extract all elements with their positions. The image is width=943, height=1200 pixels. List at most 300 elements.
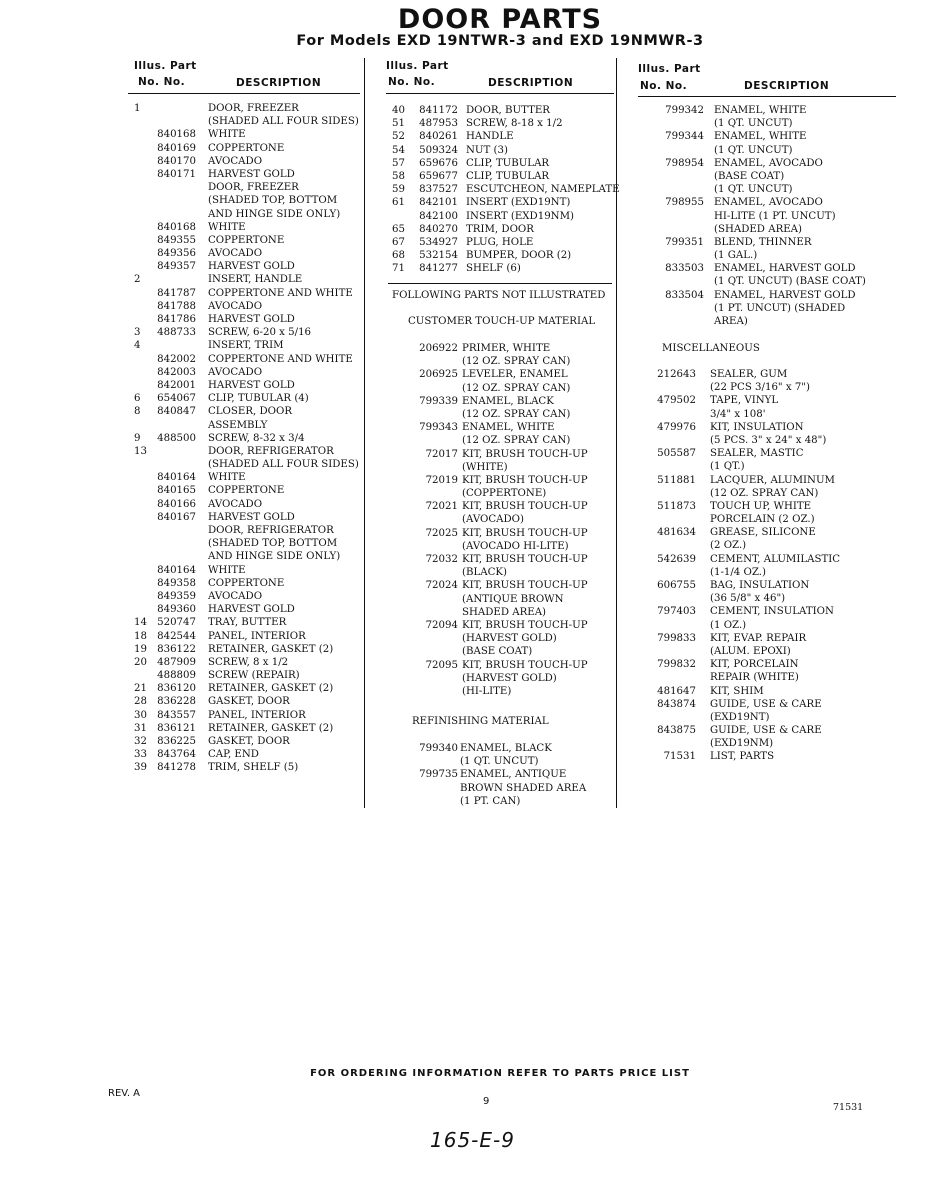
part-number: 843764	[157, 749, 196, 761]
list-item	[128, 260, 364, 273]
list-item	[638, 183, 898, 196]
illus-number: 28	[134, 696, 147, 708]
part-description: CAP, END	[208, 749, 259, 761]
part-description: LACQUER, ALUMINUM	[710, 474, 835, 486]
part-description: (1-1/4 OZ.)	[710, 566, 766, 578]
part-number: 841172	[419, 105, 458, 116]
part-number: 481634	[657, 527, 696, 539]
part-description: CLIP, TUBULAR	[466, 170, 550, 182]
part-number: 843875	[657, 725, 696, 737]
part-description: KIT, BRUSH TOUCH-UP	[462, 527, 588, 539]
list-item	[386, 196, 616, 209]
part-description: (EXD19NM)	[710, 738, 774, 750]
list-item	[386, 170, 616, 183]
header-no-no: No. No.	[388, 76, 436, 88]
part-description: (5 PCS. 3" x 24" x 48")	[710, 434, 827, 446]
part-number: 849360	[157, 604, 196, 616]
list-item	[638, 157, 898, 170]
list-item	[638, 289, 898, 302]
section-touchup	[408, 315, 595, 328]
list-item	[128, 102, 364, 115]
part-description: GASKET, DOOR	[208, 736, 290, 747]
list-item	[386, 593, 616, 606]
part-description: HARVEST GOLD	[208, 261, 295, 273]
part-description: (AVOCADO HI-LITE)	[462, 540, 569, 552]
part-description: SCREW, 8 x 1/2	[208, 656, 289, 668]
list-item	[128, 656, 364, 669]
section-miscellaneous	[662, 342, 760, 355]
part-description: AVOCADO	[208, 300, 263, 312]
part-description: COPPERTONE AND WHITE	[208, 287, 353, 299]
part-description: (EXD19NT)	[710, 711, 770, 723]
list-item	[386, 157, 616, 170]
part-number: 799833	[657, 632, 696, 644]
header-illus-part: Illus. Part	[134, 60, 197, 72]
part-number: 71531	[663, 751, 696, 763]
part-description: SCREW, 8-32 x 3/4	[208, 432, 305, 444]
part-number: 206922	[419, 343, 458, 354]
part-description: (SHADED ALL FOUR SIDES)	[208, 116, 359, 128]
part-number: 798954	[665, 157, 704, 169]
list-item	[386, 183, 620, 196]
part-number: 840164	[157, 472, 196, 484]
part-number: 842003	[157, 366, 196, 378]
part-description: ENAMEL, BLACK	[460, 743, 552, 754]
part-number: 487953	[419, 118, 458, 130]
list-item	[638, 658, 898, 671]
part-description: KIT, EVAP. REPAIR	[710, 632, 807, 644]
part-description: (HI-LITE)	[462, 685, 512, 697]
part-description: SCREW, 6-20 x 5/16	[208, 327, 312, 339]
list-item	[386, 368, 616, 381]
list-item	[638, 632, 898, 645]
part-number: 840261	[419, 131, 458, 143]
part-number: 72032	[425, 554, 458, 565]
part-number: 797403	[657, 606, 696, 618]
list-item	[638, 539, 898, 552]
list-item	[128, 471, 364, 484]
list-item	[386, 236, 616, 249]
part-number: 509324	[419, 144, 458, 156]
illus-number: 59	[392, 184, 405, 196]
part-description: ENAMEL, ANTIQUE	[460, 769, 567, 781]
part-description: KIT, BRUSH TOUCH-UP	[462, 580, 588, 592]
part-number: 836120	[157, 683, 196, 695]
list-item	[638, 526, 898, 539]
part-description: INSERT (EXD19NT)	[466, 197, 571, 209]
part-number: 799340	[419, 743, 458, 754]
misc-list	[638, 368, 898, 764]
part-number: 833503	[665, 263, 704, 275]
list-item	[638, 381, 898, 394]
list-item	[386, 768, 616, 781]
part-description: PANEL, INTERIOR	[208, 630, 306, 642]
section-heading: CUSTOMER TOUCH-UP MATERIAL	[408, 316, 596, 327]
part-number: 799351	[665, 236, 704, 248]
part-description: PANEL, INTERIOR	[208, 709, 306, 721]
list-item	[638, 315, 898, 328]
list-item	[638, 592, 898, 605]
illus-number: 13	[134, 445, 147, 457]
list-item	[128, 590, 364, 603]
part-number: 842001	[157, 379, 196, 391]
list-item	[638, 117, 898, 130]
part-description: BAG, INSULATION	[710, 580, 810, 591]
list-item	[128, 511, 364, 524]
list-item	[128, 287, 364, 300]
part-description: CEMENT, INSULATION	[710, 606, 834, 618]
part-description: PRIMER, WHITE	[462, 343, 551, 354]
part-number: 799832	[657, 659, 696, 671]
part-description: TRIM, DOOR	[466, 223, 534, 235]
part-description: (WHITE)	[462, 461, 508, 473]
part-description: WHITE	[208, 221, 246, 233]
list-item	[128, 142, 364, 155]
part-description: (1 QT.)	[710, 461, 745, 473]
part-number: 532154	[419, 250, 458, 262]
header-rule	[638, 96, 896, 97]
list-item	[386, 448, 616, 461]
section-heading: REFINISHING MATERIAL	[412, 716, 549, 727]
part-description: (BLACK)	[462, 567, 507, 579]
part-number: 840270	[419, 223, 458, 235]
part-number: 841788	[157, 300, 196, 312]
part-description: SCREW (REPAIR)	[208, 670, 300, 682]
part-description: (SHADED ALL FOUR SIDES)	[208, 459, 359, 471]
column-header	[638, 60, 898, 96]
list-item	[638, 170, 898, 183]
part-number: 659677	[419, 170, 458, 182]
list-item	[638, 408, 898, 421]
list-item	[638, 619, 898, 632]
list-item	[638, 394, 898, 407]
header-description: DESCRIPTION	[744, 80, 830, 92]
part-number: 799343	[419, 422, 458, 434]
list-item	[386, 645, 616, 658]
list-item	[386, 685, 616, 698]
list-item	[128, 722, 364, 735]
list-item	[128, 313, 364, 326]
parts-column-3	[638, 60, 898, 763]
illus-number: 21	[134, 683, 147, 695]
part-description: AVOCADO	[208, 590, 263, 602]
list-item	[386, 408, 616, 421]
part-description: AVOCADO	[208, 498, 263, 510]
part-number: 842002	[157, 353, 196, 365]
part-number: 606755	[657, 580, 696, 591]
page-number: 9	[483, 1096, 490, 1107]
part-number: 849359	[157, 590, 196, 602]
part-description: COPPERTONE	[208, 577, 285, 589]
part-description: RETAINER, GASKET (2)	[208, 683, 334, 695]
list-item	[638, 447, 898, 460]
list-item	[386, 487, 616, 500]
list-item	[638, 513, 898, 526]
part-description: (1 OZ.)	[710, 619, 747, 631]
illus-number: 54	[392, 144, 405, 156]
part-description: SEALER, MASTIC	[710, 448, 804, 460]
part-description: (HARVEST GOLD)	[462, 672, 557, 684]
part-description: AND HINGE SIDE ONLY)	[208, 208, 341, 220]
list-item	[386, 500, 616, 513]
part-description: TOUCH UP, WHITE	[710, 500, 812, 512]
part-number: 72021	[425, 501, 458, 513]
illus-number: 32	[134, 736, 147, 747]
column-header	[386, 60, 616, 96]
part-number: 72024	[425, 580, 458, 592]
part-number: 520747	[157, 617, 196, 629]
part-description: HARVEST GOLD	[208, 379, 295, 391]
list-item	[386, 553, 616, 566]
part-number: 72095	[425, 659, 458, 671]
illus-number: 4	[134, 340, 141, 352]
part-description: AVOCADO	[208, 155, 263, 167]
column-divider-1	[364, 58, 365, 808]
illus-number: 65	[392, 223, 405, 235]
header-illus-part: Illus. Part	[386, 60, 449, 72]
part-description: DOOR, REFRIGERATOR	[208, 525, 334, 536]
section-heading: FOLLOWING PARTS NOT ILLUSTRATED	[392, 290, 606, 301]
part-description: BROWN SHADED AREA	[460, 782, 587, 794]
part-description: (1 QT. UNCUT)	[714, 118, 793, 130]
part-number: 843557	[157, 709, 196, 721]
part-description: KIT, BRUSH TOUCH-UP	[462, 474, 588, 486]
part-description: GUIDE, USE & CARE	[710, 725, 822, 737]
list-item	[128, 234, 364, 247]
list-item	[128, 326, 364, 339]
header-no-no: No. No.	[640, 80, 688, 92]
part-description: RETAINER, GASKET (2)	[208, 722, 334, 734]
list-item	[386, 659, 616, 672]
list-item	[128, 709, 364, 722]
part-description: 3/4" x 108'	[710, 408, 766, 420]
part-description: AND HINGE SIDE ONLY)	[208, 551, 341, 563]
part-description: BLEND, THINNER	[714, 236, 812, 248]
part-description: HARVEST GOLD	[208, 604, 295, 616]
list-item	[386, 606, 616, 619]
list-item	[128, 498, 364, 511]
list-item	[128, 353, 364, 366]
illus-number: 2	[134, 274, 141, 286]
part-description: (12 OZ. SPRAY CAN)	[462, 408, 571, 420]
part-description: (12 OZ. SPRAY CAN)	[462, 382, 571, 394]
illus-number: 3	[134, 327, 141, 339]
part-number: 799344	[665, 131, 704, 143]
list-item	[386, 579, 616, 592]
illus-number: 71	[392, 263, 405, 275]
list-item	[638, 566, 898, 579]
list-item	[128, 247, 364, 260]
list-item	[128, 537, 364, 550]
part-description: ESCUTCHEON, NAMEPLATE	[466, 184, 620, 196]
list-item	[128, 682, 364, 695]
part-description: COPPERTONE	[208, 485, 285, 497]
part-number: 479976	[657, 421, 696, 433]
list-item	[638, 368, 898, 381]
part-description: GASKET, DOOR	[208, 696, 290, 708]
part-number: 799735	[419, 769, 458, 781]
part-description: KIT, BRUSH TOUCH-UP	[462, 501, 588, 513]
column-divider-2	[616, 58, 617, 808]
parts-column-2	[386, 60, 620, 807]
part-description: SEALER, GUM	[710, 369, 788, 380]
illus-number: 1	[134, 103, 141, 114]
list-item	[638, 500, 898, 513]
illus-number: 19	[134, 643, 147, 655]
part-description: PORCELAIN (2 OZ.)	[710, 514, 815, 526]
part-description: CLIP, TUBULAR	[466, 157, 550, 169]
list-item	[386, 619, 616, 632]
part-description: WHITE	[208, 129, 246, 141]
list-item	[638, 236, 898, 249]
list-item	[386, 249, 616, 262]
illus-number: 61	[392, 197, 405, 209]
part-description: KIT, SHIM	[710, 685, 764, 697]
part-number: 487909	[157, 656, 196, 668]
part-description: CLIP, TUBULAR (4)	[208, 393, 309, 405]
list-item	[128, 221, 364, 234]
part-description: HARVEST GOLD	[208, 511, 295, 523]
part-description: ENAMEL, WHITE	[714, 105, 807, 116]
part-description: ENAMEL, BLACK	[462, 395, 554, 407]
list-item	[128, 564, 364, 577]
part-number: 72025	[425, 527, 458, 539]
part-description: KIT, BRUSH TOUCH-UP	[462, 554, 588, 565]
list-item	[386, 755, 616, 768]
part-number: 837527	[419, 184, 458, 196]
part-number: 841786	[157, 314, 196, 325]
part-number: 840170	[157, 155, 196, 167]
list-item	[128, 630, 364, 643]
part-number: 849357	[157, 261, 196, 273]
part-description: COPPERTONE	[208, 234, 285, 246]
part-description: (1 QT. UNCUT)	[714, 184, 793, 196]
part-description: HARVEST GOLD	[208, 168, 295, 180]
touchup-list	[386, 342, 616, 698]
part-number: 488809	[157, 670, 196, 682]
part-description: (1 PT. CAN)	[460, 795, 521, 807]
list-item	[386, 527, 616, 540]
part-number: 659676	[419, 157, 458, 169]
part-number: 488500	[157, 432, 196, 444]
list-item	[128, 419, 364, 432]
part-number: 840167	[157, 511, 196, 523]
part-number: 840165	[157, 485, 196, 497]
list-item	[386, 540, 616, 553]
part-description: DOOR, FREEZER	[208, 103, 299, 114]
list-item	[386, 782, 616, 795]
list-item	[128, 577, 364, 590]
illus-number: 31	[134, 722, 147, 734]
illus-number: 18	[134, 630, 147, 642]
list-item	[386, 434, 616, 447]
part-number: 842100	[419, 210, 458, 222]
list-item	[638, 262, 898, 275]
page-subtitle: For Models EXD 19NTWR-3 and EXD 19NMWR-3	[296, 33, 704, 49]
list-item	[386, 262, 616, 275]
part-number: 511873	[657, 500, 696, 512]
part-description: (12 OZ. SPRAY CAN)	[462, 435, 571, 447]
part-number: 836121	[157, 722, 196, 734]
part-number: 72094	[425, 619, 458, 631]
part-description: ASSEMBLY	[208, 419, 268, 431]
list-item	[386, 795, 616, 808]
illus-number: 57	[392, 157, 405, 169]
list-item	[638, 130, 898, 143]
illus-number: 51	[392, 118, 405, 130]
list-item	[386, 742, 616, 755]
list-item	[128, 366, 364, 379]
part-number: 481647	[657, 685, 696, 697]
list-item	[638, 223, 898, 236]
header-illus-part: Illus. Part	[638, 63, 701, 75]
illus-number: 67	[392, 236, 405, 248]
part-description: NUT (3)	[466, 144, 508, 156]
illus-number: 9	[134, 432, 141, 444]
header-description: DESCRIPTION	[488, 77, 574, 89]
list-item	[638, 750, 898, 763]
list-item	[128, 643, 364, 656]
part-number: 72017	[425, 448, 458, 460]
illus-number: 8	[134, 406, 141, 418]
illus-number: 52	[392, 131, 405, 143]
section-rule	[388, 283, 612, 284]
list-item	[128, 695, 364, 708]
list-item	[638, 434, 898, 447]
list-item	[128, 128, 364, 141]
part-number: 840168	[157, 129, 196, 141]
list-item	[386, 355, 616, 368]
parts-list	[638, 104, 898, 328]
part-description: HARVEST GOLD	[208, 314, 295, 325]
part-number: 841277	[419, 263, 458, 275]
list-item	[386, 421, 616, 434]
part-description: (2 OZ.)	[710, 540, 747, 552]
list-item	[128, 669, 364, 682]
part-description: (AVOCADO)	[462, 514, 524, 526]
part-description: (1 GAL.)	[714, 250, 758, 262]
list-item	[638, 645, 898, 658]
list-item	[638, 698, 898, 711]
list-item	[128, 432, 364, 445]
section-not-illustrated	[392, 289, 605, 302]
part-number: 843874	[657, 698, 696, 710]
part-description: PLUG, HOLE	[466, 236, 534, 248]
part-description: COPPERTONE AND WHITE	[208, 353, 353, 365]
part-number: 798955	[665, 197, 704, 209]
column-header	[128, 60, 364, 96]
list-item	[638, 553, 898, 566]
part-description: (ALUM. EPOXI)	[710, 645, 791, 657]
illus-number: 58	[392, 170, 405, 182]
part-description: KIT, BRUSH TOUCH-UP	[462, 619, 588, 631]
part-description: (BASE COAT)	[714, 170, 785, 182]
list-item	[638, 104, 898, 117]
ordering-note: FOR ORDERING INFORMATION REFER TO PARTS PRICE LIST	[310, 1068, 690, 1079]
part-description: AVOCADO	[208, 366, 263, 378]
list-item	[128, 115, 364, 128]
part-description: (HARVEST GOLD)	[462, 633, 557, 645]
header-rule	[128, 93, 360, 94]
part-description: ENAMEL, WHITE	[462, 422, 555, 434]
part-number: 849355	[157, 234, 196, 246]
part-description: SHELF (6)	[466, 263, 521, 275]
list-item	[386, 395, 616, 408]
section-refinishing	[412, 715, 549, 728]
part-number: 836228	[157, 696, 196, 708]
illus-number: 39	[134, 762, 147, 774]
part-description: KIT, BRUSH TOUCH-UP	[462, 448, 588, 460]
